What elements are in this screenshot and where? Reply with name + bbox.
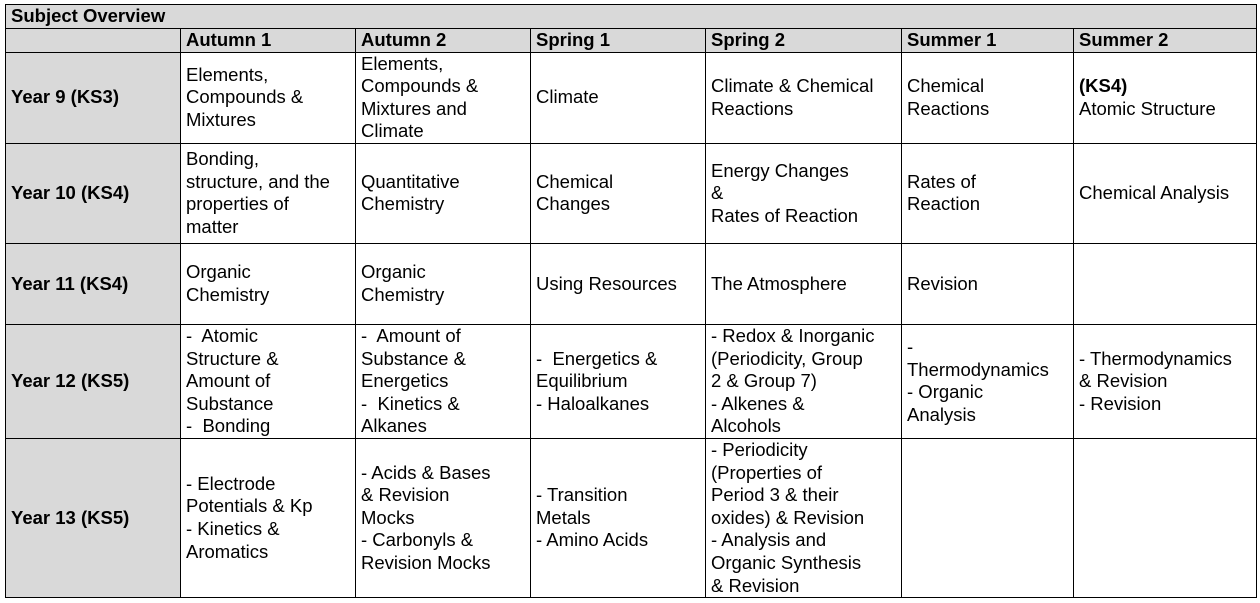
header-spring-2: Spring 2 <box>706 28 902 52</box>
cell-line: Rates of Reaction <box>711 204 859 226</box>
header-row <box>6 28 1257 52</box>
cell-line: Organic Synthesis <box>711 551 862 573</box>
cell-line: Quantitative <box>361 170 460 192</box>
cell-y13-autumn-2 <box>356 438 531 597</box>
table-row-year-12 <box>6 324 1257 438</box>
cell-line: structure, and the <box>186 170 330 192</box>
cell-y12-autumn-1 <box>181 324 356 438</box>
cell-y10-spring-2 <box>706 143 902 243</box>
cell-line: - Revision <box>1079 392 1162 414</box>
cell-line: - Amount of <box>361 324 461 346</box>
cell-line: Mixtures <box>186 109 256 131</box>
cell-line: - Organic <box>907 381 984 403</box>
table-row-year-9 <box>6 52 1257 143</box>
cell-y13-spring-1 <box>531 438 706 597</box>
row-label: Year 13 (KS5) <box>6 438 181 597</box>
cell-line: - Kinetics & <box>361 392 460 414</box>
cell-line: Rates of <box>907 170 976 192</box>
cell-y9-summer-2 <box>1074 52 1257 143</box>
cell-line: Elements, <box>361 52 444 74</box>
cell-line: Reactions <box>711 97 794 119</box>
cell-line: Chemical <box>536 170 614 192</box>
cell-line: Revision <box>907 272 978 294</box>
cell-line: oxides) & Revision <box>711 506 865 528</box>
cell-line: - Bonding <box>186 415 271 437</box>
cell-y10-autumn-1 <box>181 143 356 243</box>
cell-line: & Revision <box>711 574 800 596</box>
header-summer-2: Summer 2 <box>1074 28 1257 52</box>
cell-line: Energy Changes <box>711 159 849 181</box>
cell-line: Metals <box>536 506 591 528</box>
cell-line: Reactions <box>907 97 990 119</box>
cell-line: Compounds & <box>186 86 304 108</box>
cell-line: Substance <box>186 392 274 414</box>
cell-line: Mixtures and <box>361 97 467 119</box>
header-corner <box>6 28 181 52</box>
cell-line: Chemistry <box>186 283 270 305</box>
cell-line: Period 3 & their <box>711 484 839 506</box>
cell-line: Analysis <box>907 404 976 426</box>
cell-line: Structure & <box>186 347 279 369</box>
cell-line: Climate <box>536 86 599 108</box>
cell-line: properties of <box>186 193 289 215</box>
cell-line: The Atmosphere <box>711 272 847 294</box>
row-label: Year 12 (KS5) <box>6 324 181 438</box>
cell-line: (Properties of <box>711 461 823 483</box>
cell-line: Mocks <box>361 506 415 528</box>
table-title: Subject Overview <box>6 5 1257 29</box>
cell-line: Amount of <box>186 370 271 392</box>
cell-line: Elements, <box>186 63 269 85</box>
cell-line: - Transition <box>536 484 628 506</box>
cell-y10-summer-1 <box>902 143 1074 243</box>
cell-line: Thermodynamics <box>907 358 1049 380</box>
cell-line: Revision Mocks <box>361 551 491 573</box>
cell-y11-summer-1 <box>902 243 1074 324</box>
cell-y13-summer-1 <box>902 438 1074 597</box>
cell-y12-spring-1 <box>531 324 706 438</box>
cell-line: Chemical <box>907 75 985 97</box>
cell-line: Alkanes <box>361 415 427 437</box>
cell-y12-summer-1 <box>902 324 1074 438</box>
cell-line: Organic <box>186 261 251 283</box>
cell-line: & Revision <box>361 484 450 506</box>
cell-line: 2 & Group 7) <box>711 370 817 392</box>
header-spring-1: Spring 1 <box>531 28 706 52</box>
cell-line: Chemistry <box>361 193 445 215</box>
table-row-year-11 <box>6 243 1257 324</box>
cell-line: Chemistry <box>361 283 445 305</box>
cell-y10-summer-2 <box>1074 143 1257 243</box>
cell-y9-spring-1 <box>531 52 706 143</box>
table-row-year-10 <box>6 143 1257 243</box>
cell-line: - <box>907 336 914 358</box>
cell-y12-autumn-2 <box>356 324 531 438</box>
cell-line: Bonding, <box>186 148 260 170</box>
cell-line: Organic <box>361 261 426 283</box>
cell-y10-autumn-2 <box>356 143 531 243</box>
cell-line: matter <box>186 216 239 238</box>
cell-line: - Alkenes & <box>711 392 805 414</box>
cell-y11-spring-2 <box>706 243 902 324</box>
header-autumn-2: Autumn 2 <box>356 28 531 52</box>
cell-line: Equilibrium <box>536 370 628 392</box>
header-autumn-1: Autumn 1 <box>181 28 356 52</box>
cell-y9-autumn-2 <box>356 52 531 143</box>
cell-y12-summer-2 <box>1074 324 1257 438</box>
row-label: Year 9 (KS3) <box>6 52 181 143</box>
cell-line: Energetics <box>361 370 449 392</box>
cell-line: - Periodicity <box>711 438 808 460</box>
cell-line: Alcohols <box>711 415 781 437</box>
cell-line: Substance & <box>361 347 466 369</box>
cell-y12-spring-2 <box>706 324 902 438</box>
table-row-year-13 <box>6 438 1257 597</box>
cell-line: Atomic Structure <box>1079 97 1216 119</box>
cell-line: - Atomic <box>186 324 258 346</box>
cell-line: - Analysis and <box>711 529 827 551</box>
cell-y9-spring-2 <box>706 52 902 143</box>
cell-line: - Acids & Bases <box>361 461 491 483</box>
cell-line: - Redox & Inorganic <box>711 324 875 346</box>
cell-line: Aromatics <box>186 540 269 562</box>
cell-line: Reaction <box>907 193 981 215</box>
cell-y10-spring-1 <box>531 143 706 243</box>
cell-y11-autumn-1 <box>181 243 356 324</box>
cell-y13-spring-2 <box>706 438 902 597</box>
cell-y11-autumn-2 <box>356 243 531 324</box>
cell-line: - Thermodynamics <box>1079 347 1232 369</box>
cell-line: Using Resources <box>536 272 677 294</box>
cell-line: - Haloalkanes <box>536 392 650 414</box>
header-summer-1: Summer 1 <box>902 28 1074 52</box>
cell-line-ks4-tag: (KS4) <box>1079 75 1128 97</box>
cell-line: (Periodicity, Group <box>711 347 863 369</box>
row-label: Year 10 (KS4) <box>6 143 181 243</box>
cell-line: Changes <box>536 193 611 215</box>
row-label: Year 11 (KS4) <box>6 243 181 324</box>
cell-line: Climate & Chemical <box>711 75 874 97</box>
cell-line: - Electrode <box>186 472 276 494</box>
cell-line: - Carbonyls & <box>361 529 474 551</box>
cell-line: - Energetics & <box>536 347 658 369</box>
cell-y11-summer-2 <box>1074 243 1257 324</box>
cell-line: & <box>711 182 724 204</box>
cell-y13-autumn-1 <box>181 438 356 597</box>
cell-line: Potentials & Kp <box>186 495 313 517</box>
cell-line: Chemical Analysis <box>1079 182 1230 204</box>
cell-line: & Revision <box>1079 370 1168 392</box>
cell-y9-summer-1 <box>902 52 1074 143</box>
cell-y9-autumn-1 <box>181 52 356 143</box>
cell-line: - Kinetics & <box>186 518 280 540</box>
cell-line: - Amino Acids <box>536 529 649 551</box>
subject-overview-table <box>5 4 1257 598</box>
cell-line: Compounds & <box>361 75 479 97</box>
cell-y11-spring-1 <box>531 243 706 324</box>
cell-line: Climate <box>361 120 424 142</box>
cell-y13-summer-2 <box>1074 438 1257 597</box>
